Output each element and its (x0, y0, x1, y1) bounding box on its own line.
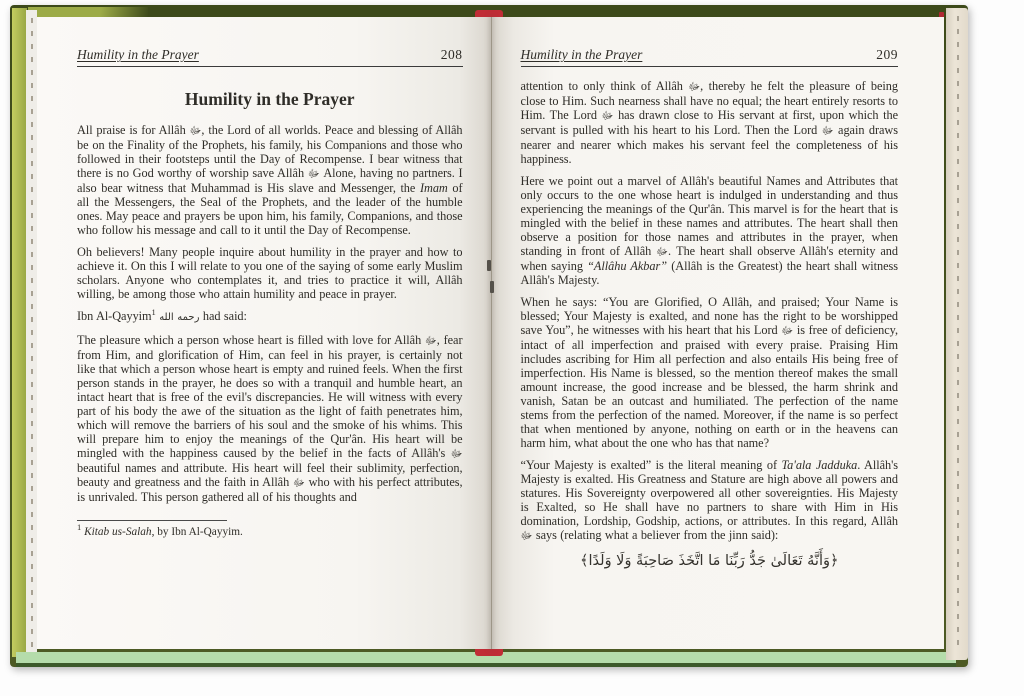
text-segment: is free of deficiency, intact of all imperfection and praised with every praise. Praising Him includes ascribing for Him all perfection and also entails His being free of imperfection. His Name is blessed, so the mention thereof makes the small amount increase, the good increase and be blessed, the harm shrink and vanish, Satan be an outcast and humiliated. The perfection of the name stems from the perfection of the named. Moreover, if the name is so perfect that when mentioned by anyone, nothing on earth or in the heavens can harm him, what about the one who has that name? (520, 323, 898, 450)
footnote-rule (77, 520, 227, 521)
running-head-right (521, 47, 899, 67)
paragraph (521, 458, 899, 543)
text-segment: The pleasure which a person whose heart is filled with love for Allâh (77, 333, 425, 347)
honorific-symbol: ﷻ (688, 81, 701, 93)
honorific-symbol: ﷻ (189, 125, 202, 137)
text-segment: Kitab us-Salah (84, 526, 152, 538)
cover-left-edge (12, 8, 27, 657)
paragraph (521, 174, 899, 287)
paragraph (521, 295, 899, 450)
honorific-symbol: ﷻ (450, 448, 463, 460)
text-segment: has drawn close to His servant at first, upon which the servant is pulled with his heart to his Lord. Then the Lord (520, 108, 898, 137)
text-segment: Ta'ala Jadduka (781, 458, 858, 472)
text-segment: رحمه الله (159, 312, 200, 323)
text-segment: . The heart shall observe Allâh's eternity and when saying (520, 244, 899, 273)
left-page-body (77, 123, 463, 512)
text-segment: again draws nearer and nearer which makes his servant feel the completeness of his happiness. (520, 123, 898, 166)
text-segment: Oh believers! Many people inquire about humility in the prayer and how to achieve it. On this I will relate to you one of the saying of some early Muslim scholars. Anyone who contemplates it, and tries to practice it will, Allâh willing, be among those who attain humility and peace in prayer. (77, 245, 463, 301)
text-segment: , thereby he felt the pleasure of being close to Him. Such nearness shall have no equal; the heart entirely resorts to Him. The Lord (520, 79, 898, 122)
paragraph (521, 79, 899, 166)
text-segment: , by Ibn Al-Qayyim. (151, 526, 243, 538)
honorific-symbol: ﷻ (601, 110, 614, 122)
right-page (491, 17, 945, 649)
honorific-symbol: ﷻ (656, 246, 669, 258)
paragraph (77, 245, 463, 301)
text-segment: 1 (151, 306, 156, 317)
footnote-marker: 1 (77, 522, 82, 533)
left-page (37, 17, 491, 649)
page-number: 208 (440, 47, 463, 62)
running-head-left (77, 47, 463, 67)
honorific-symbol: ﷻ (292, 477, 305, 489)
footnote (77, 520, 463, 538)
open-pages (37, 17, 944, 649)
text-segment: When he says: “You are Glorified, O Allâh, and praised; Your Name is blessed; Your Majesty is exalted, and none has the right to be worshipped save You”, he witnesses with his heart that his Lord (520, 295, 898, 337)
honorific-symbol: ﷻ (424, 335, 437, 347)
stitching-right (957, 16, 959, 652)
text-segment: , the Lord of all worlds. Peace and blessing of Allâh be on the Finality of the Prophets, his family, his Companions and those who followed in their footsteps until the Day of Recompense. I bear witness that there is no God worthy of worship save Allâh (77, 123, 463, 180)
page-number: 209 (876, 47, 898, 62)
paragraph (77, 333, 463, 504)
honorific-symbol: ﷻ (307, 168, 320, 180)
text-segment: says (relating what a believer from the jinn said): (532, 528, 779, 542)
text-segment: Here we point out a marvel of Allâh's beautiful Names and Attributes that only occurs to the one whose heart is indulged in understanding and thus experiencing the meanings of the Qur'ân. This marvel is for the heart that is mingled with the belief in these names and attributes. The heart shall then observe a position for those names and attributes in the prayer, when standing in front of Allâh (520, 174, 898, 258)
text-segment: Ibn Al-Qayyim (77, 309, 152, 323)
text-segment: who with his perfect attributes, is unrivaled. This person gathered all of his thoughts and (77, 475, 463, 504)
cover-right-stitched-border (946, 8, 968, 660)
quran-verse-arabic: ﴿وَأَنَّهُ تَعَالَىٰ جَدُّ رَبِّنَا مَا اتَّخَذَ صَاحِبَةً وَلَا وَلَدًا﴾ (580, 553, 839, 569)
book (10, 5, 968, 667)
text-segment: beautiful names and attribute. His heart will feel their sublimity, perfection, beauty and greatness and the faith in Allâh (77, 461, 463, 489)
text-segment: (Allâh is the Greatest) the heart shall witness Allâh's Majesty. (520, 259, 899, 287)
honorific-symbol: ﷻ (520, 530, 533, 542)
text-segment: . Allâh's Majesty is exalted. His Greatness and Stature are high above all powers and statures. His Sovereignty overpowered all other sovereignties. His Majesty is Exalted, so He shall have no partners to share with Him in His domination, Lordship, Godship, actions, or attributes. In this regard, Allâh (520, 458, 899, 528)
text-segment: attention to only think of Allâh (520, 79, 689, 93)
text-segment: , fear from Him, and glorification of Him, can feel in his prayer, is certainly not like that which a person whose heart is empty and ruined feels. When the first person stands in the prayer, he does so with a tranquil and humble heart, an intact heart that is free of the evil's discrepancies. He will witness with every part of his body the awe of the situation as the light of faith penetrates him, which will remove the barriers of his soul and the smoke of his whims. This will prepare him to enjoy the meanings of the Qur'ân. His heart will be mingled with the happiness caused by the belief in the facts of Allâh's (77, 333, 463, 460)
honorific-symbol: ﷻ (821, 125, 834, 137)
paragraph (77, 306, 463, 325)
running-title: Humility in the Prayer (77, 47, 199, 62)
cover-left-stitched-border (26, 10, 37, 655)
text-segment: Imam (419, 181, 448, 195)
text-segment: “Allâhu Akbar” (587, 259, 667, 273)
running-title: Humility in the Prayer (520, 47, 643, 62)
text-segment: All praise is for Allâh (77, 123, 190, 137)
binding-staple (487, 260, 491, 271)
honorific-symbol: ﷻ (781, 325, 794, 337)
chapter-title: Humility in the Prayer (184, 89, 355, 109)
paragraph (77, 123, 463, 237)
footnote-text (84, 526, 243, 538)
text-segment: had said: (199, 309, 247, 323)
text-segment: Alone, having no partners. I also bear witness that Muhammad is His slave and Messenger, the (77, 166, 463, 195)
binding-staple (490, 281, 494, 293)
text-segment: of all the Messengers, the Seal of the Prophets, and the leader of the humble ones. May peace and prayers be upon him, his family, Companions, and those who follow his message and call to it until the Day of Recompense. (77, 181, 463, 237)
text-segment: “Your Majesty is exalted” is the literal meaning of (520, 458, 782, 472)
page-gutter (491, 17, 492, 649)
stitching-left (31, 18, 33, 647)
right-page-body (521, 79, 899, 551)
